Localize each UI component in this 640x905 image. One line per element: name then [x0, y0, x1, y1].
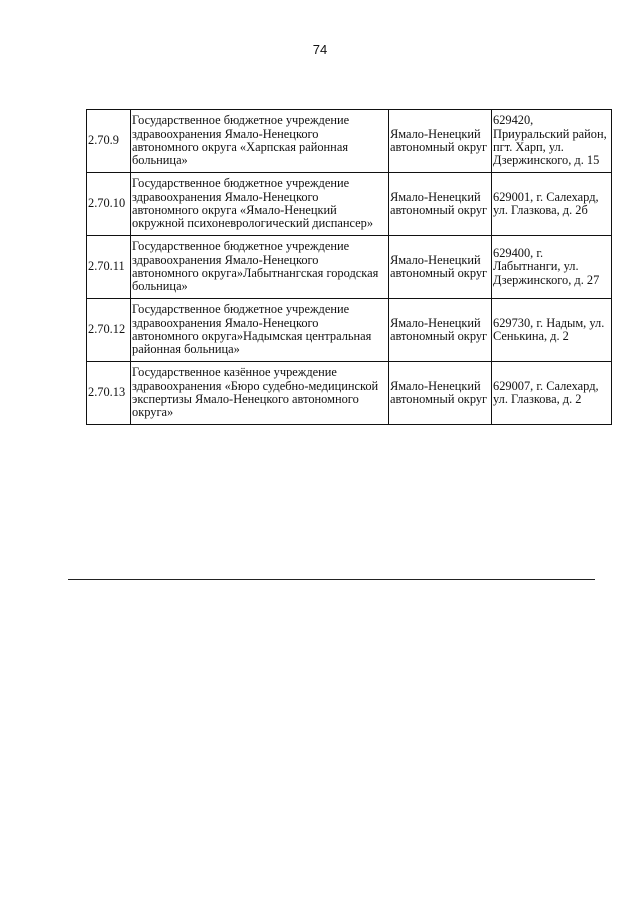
region-cell: Ямало-Ненецкий автономный округ	[389, 362, 492, 425]
row-number: 2.70.11	[87, 236, 131, 299]
institution-name: Государственное бюджетное учреждение здравоохранения Ямало-Ненецкого автономного округа»Лабытнангская городская больница»	[131, 236, 389, 299]
page-number: 74	[312, 42, 328, 57]
institutions-table	[86, 109, 612, 425]
address-cell: 629001, г. Салехард, ул. Глазкова, д. 2б	[492, 173, 612, 236]
table-row	[87, 362, 612, 425]
address-cell: 629400, г. Лабытнанги, ул. Дзержинского, д. 27	[492, 236, 612, 299]
row-number: 2.70.13	[87, 362, 131, 425]
institution-name: Государственное бюджетное учреждение здравоохранения Ямало-Ненецкого автономного округа «Харпская районная больница»	[131, 110, 389, 173]
row-number: 2.70.10	[87, 173, 131, 236]
table-row	[87, 110, 612, 173]
region-cell: Ямало-Ненецкий автономный округ	[389, 110, 492, 173]
end-of-document-rule	[68, 579, 595, 580]
table-row	[87, 173, 612, 236]
region-cell: Ямало-Ненецкий автономный округ	[389, 236, 492, 299]
row-number: 2.70.9	[87, 110, 131, 173]
address-cell: 629007, г. Салехард, ул. Глазкова, д. 2	[492, 362, 612, 425]
table-row	[87, 299, 612, 362]
institution-name: Государственное бюджетное учреждение здравоохранения Ямало-Ненецкого автономного округа»Надымская центральная районная больница»	[131, 299, 389, 362]
region-cell: Ямало-Ненецкий автономный округ	[389, 299, 492, 362]
institution-name: Государственное казённое учреждение здравоохранения «Бюро судебно-медицинской экспертизы Ямало-Ненецкого автономного округа»	[131, 362, 389, 425]
row-number: 2.70.12	[87, 299, 131, 362]
region-cell: Ямало-Ненецкий автономный округ	[389, 173, 492, 236]
address-cell: 629420, Приуральский район, пгт. Харп, ул. Дзержинского, д. 15	[492, 110, 612, 173]
address-cell: 629730, г. Надым, ул. Сенькина, д. 2	[492, 299, 612, 362]
institution-name: Государственное бюджетное учреждение здравоохранения Ямало-Ненецкого автономного округа «Ямало-Ненецкий окружной психоневрологический диспансер»	[131, 173, 389, 236]
table-row	[87, 236, 612, 299]
